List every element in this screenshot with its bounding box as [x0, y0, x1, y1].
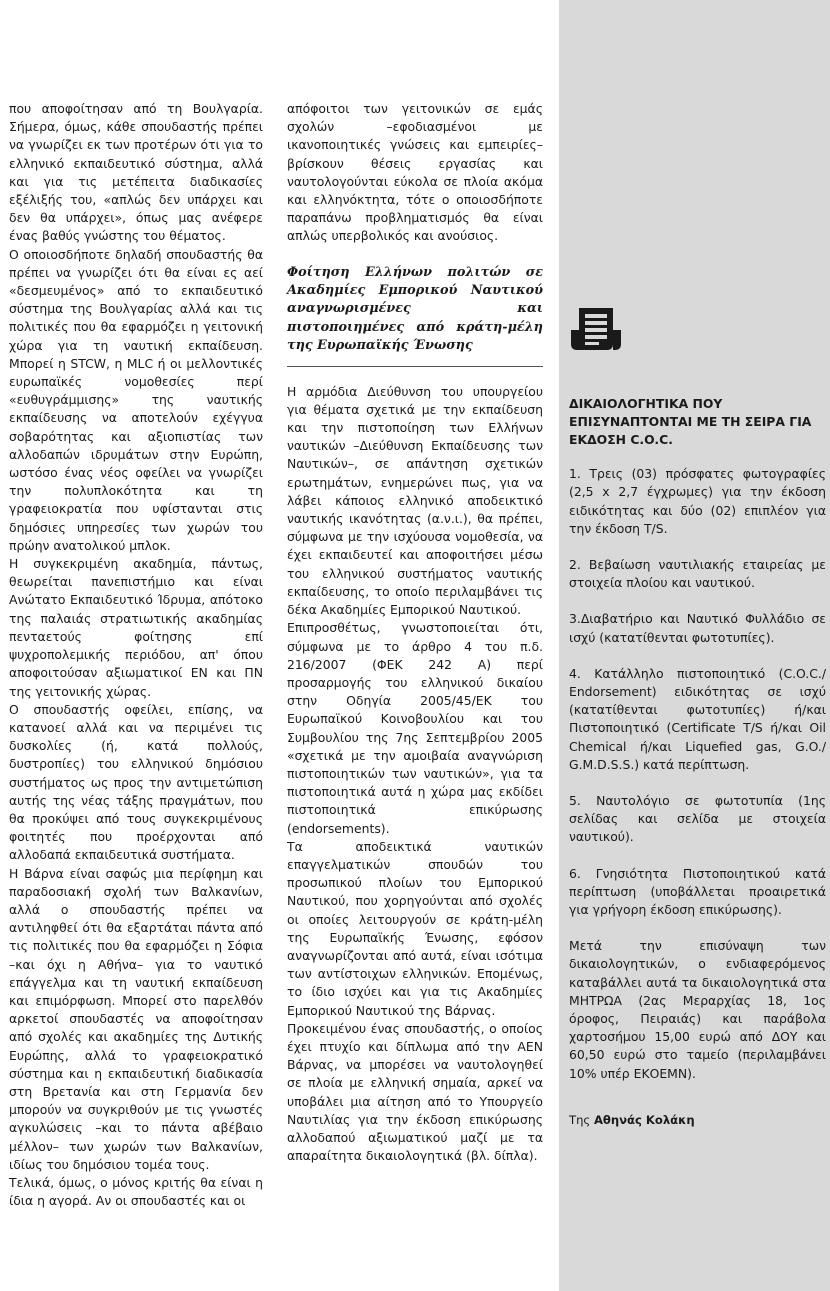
paragraph: Προκειμένου ένας σπουδαστής, ο οποίος έχει πτυχίο και δίπλωμα από την ΑΕΝ Βάρνας, να μπορέσει να ναυτολογηθεί σε πλοία με ελληνική σημαία, αρκεί να υποβάλει μια αίτηση από το Υπουργείο Ναυτιλίας για την έκδοση επικύρωσης αλλοδαπού αξιωματικού μαζί με τα απαραίτητα δικαιολογητικά (βλ. δίπλα). — [287, 1020, 543, 1164]
author-prefix: Της — [569, 1112, 591, 1127]
author-name: Αθηνάς Κολάκη — [593, 1112, 695, 1127]
sidebar-title: ΔΙΚΑΙΟΛΟΓΗΤΙΚΑ ΠΟΥ ΕΠΙΣΥΝΑΠΤΟΝΤΑΙ ΜΕ ΤΗ ΣΕΙΡΑ ΓΙΑ ΕΚΔΟΣΗ C.O.C. — [569, 396, 812, 448]
paragraph: Ο σπουδαστής οφείλει, επίσης, να κατανοεί αλλά και να περιμένει τις δυσκολίες (ή, κατά πολλούς, δυστροπίες) του ελληνικού δημόσιου συστήματος ως προς την αντιμετώπιση αυτής της νέας τάξης πραγμάτων, που θα προκύψει από τους συγκεκριμένους φοιτητές που προέρχονται από αλλοδαπά εκπαιδευτικά συστήματα. — [9, 701, 263, 863]
paragraph: Η συγκεκριμένη ακαδημία, πάντως, θεωρείται πανεπιστήμιο και είναι Ανώτατο Εκπαιδευτικό Ίδρυμα, απότοκο της παλαιάς στρατιωτικής ακαδημίας πενταετούς φοίτησης επί ψυχροπολεμικής περιόδου, απ' όπου αποφοιτούσαν αξιωματικοί ΕΝ και ΠΝ της γειτονικής χώρας. — [9, 556, 263, 699]
article-column-2 — [287, 100, 543, 1165]
paragraph: Τελικά, όμως, ο μόνος κριτής θα είναι η ίδια η αγορά. Αν οι σπουδαστές και οι — [9, 1174, 263, 1209]
article-column-1 — [9, 100, 263, 1210]
paragraph: Ο οποιοσδήποτε δηλαδή σπουδαστής θα πρέπει να γνωρίζει ότι θα είναι ες αεί «δεσμευμένος» από το εκπαιδευτικό σύστημα της Βουλγαρίας αλλά και τις πολιτικές που θα εφαρμόζει η γειτονική χώρα για τη ναυτική εκπαίδευση. Μπορεί η STCW, η MLC ή οι μελλοντικές ευρωπαϊκές νομοθεσίες περί «ευθυγράμμισης» της ναυτικής εκπαίδευσης να αποτελούν εχέγγυα σοβαρότητας και αξιοπιστίας των αλλοδαπών ιδρυμάτων στην Ευρώπη, ωστόσο ένας νέος οφείλει να γνωρίζει την πολυπλοκότητα και τη γραφειοκρατία που υφίστανται στις δημόσιες υπηρεσίες των χωρών του πρώην ανατολικού μπλοκ. — [9, 246, 263, 553]
paragraph: Επιπροσθέτως, γνωστοποιείται ότι, σύμφωνα με το άρθρο 4 του π.δ. 216/2007 (ΦΕΚ 242 Α) περί προσαρμογής του ελληνικού δικαίου στην Οδηγία 2005/45/ΕΚ του Ευρωπαϊκού Κοινοβουλίου και του Συμβουλίου της 7ης Σεπτεμβρίου 2005 «σχετικά με την αμοιβαία αναγνώριση πιστοποιητικών των ναυτικών», για τα πιστοποιητικά αυτά η χώρα μας εκδίδει πιστοποιητικά επικύρωσης (endorsements). — [287, 620, 543, 836]
author-byline — [569, 1111, 826, 1129]
list-item: 4. Κατάλληλο πιστοποιητικό (C.O.C./ Endorsement) ειδικότητας σε ισχύ (κατατίθενται φωτοτυπίες) ή/και Πιστοποιητικό (Certificate T/S ή/και Oil Chemical ή/και Liquefied gas, G.O./ G.M.D.S.S.) κατά περίπτωση. — [569, 665, 826, 772]
list-item: 1. Τρεις (03) πρόσφατες φωτογραφίες (2,5 x 2,7 έγχρωμες) για την έκδοση ειδικότητας και δύο (02) επιπλέον για την έκδοση T/S. — [569, 466, 826, 536]
list-item: 5. Ναυτολόγιο σε φωτοτυπία (1ης σελίδας και σελίδα με στοιχεία ναυτικού). — [569, 793, 826, 845]
paragraph: Η αρμόδια Διεύθυνση του υπουργείου για θέματα σχετικά με την εκπαίδευση και την πιστοποίηση των Ελλήνων ναυτικών –Διεύθυνση Εκπαίδευσης των Ναυτικών–, σε απάντηση σχετικών ερωτημάτων, ενημερώνει πως, για να λάβει κάποιος ελληνικό αποδεικτικό ναυτικής ικανότητας (α.ν.ι.), θα πρέπει, σύμφωνα με την ισχύουσα νομοθεσία, να έχει εκπαιδευτεί και αποφοιτήσει μέσω του ελληνικού συστήματος ναυτικής εκπαίδευσης, το οποίο περιλαμβάνει τις δέκα Ακαδημίες Εμπορικού Ναυτικού. — [287, 383, 543, 618]
list-item: 6. Γνησιότητα Πιστοποιητικού κατά περίπτωση (υποβάλλεται προαιρετικά για γρήγορη έκδοση επικύρωσης). — [569, 865, 826, 918]
paragraph: απόφοιτοι των γειτονικών σε εμάς σχολών –εφοδιασμένοι με ικανοποιητικές γνώσεις και εμπειρίες– βρίσκουν θέσεις εργασίας και ναυτολογούνται εύκολα σε πλοία ακόμα και ελληνόκτητα, τότε ο οποιοσδήποτε παραπάνω προβληματισμός θα είναι απλώς υπερβολικός και ανούσιος. — [287, 101, 543, 244]
document-icon — [569, 300, 627, 358]
paragraph: που αποφοίτησαν από τη Βουλγαρία. Σήμερα, όμως, κάθε σπουδαστής πρέπει να γνωρίζει εκ των προτέρων ότι για το ελληνικό εκπαιδευτικό σύστημα, αλλά και για τις μετέπειτα διαδικασίες εξέλιξής του, «απλώς δεν υπάρχει και δεν θα υπάρχει», όπως μας ανέφερε ένας βαθύς γνώστης του θέματος. — [9, 101, 263, 244]
paragraph: Τα αποδεικτικά ναυτικών επαγγελματικών σπουδών του προσωπικού πλοίων του Εμπορικού Ναυτικού, που χορηγούνται από σχολές οι οποίες λειτουργούν σε κράτη-μέλη της Ευρωπαϊκής Ένωσης, εφόσον αναγνωρίζονται από αυτά, είναι ισότιμα των αντίστοιχων ελληνικών. Επομένως, το ίδιο ισχύει και για τις Ακαδημίες Εμπορικού Ναυτικού της Βάρνας. — [287, 838, 543, 1018]
section-heading: Φοίτηση Ελλήνων πολιτών σε Ακαδημίες Εμπορικού Ναυτικού αναγνωρισμένες και πιστοποιημένες από κράτη-μέλη της Ευρωπαϊκής Ένωσης — [287, 264, 543, 367]
paragraph: Η Βάρνα είναι σαφώς μια περίφημη και παραδοσιακή σχολή των Βαλκανίων, αλλά ο σπουδαστής πρέπει να αντιληφθεί ότι θα εξαρτάται πάντα από τις πολιτικές που θα εφαρμόζει η Σόφια –και όχι η Αθήνα– για το ναυτικό επάγγελμα και τη ναυτική εκπαίδευση και επιμόρφωση. Μπορεί στο παρελθόν αρκετοί σπουδαστές να αποφοίτησαν από σχολές και ακαδημίες της Δυτικής Ευρώπης, αλλά το γραφειοκρατικό σύστημα και η εκπαιδευτική διαδικασία στη Βρετανία και στη Γερμανία δεν μπορούν να συγκριθούν με τις γνωστές αγκυλώσεις –και το πάντα αβέβαιο μέλλον– των χωρών των Βαλκανίων, ιδίως του δημόσιου τομέα τους. — [9, 865, 263, 1172]
list-item: 2. Βεβαίωση ναυτιλιακής εταιρείας με στοιχεία πλοίου και ναυτικού. — [569, 557, 826, 591]
list-item: Μετά την επισύναψη των δικαιολογητικών, ο ενδιαφερόμενος καταβάλλει αυτά τα δικαιολογητικά στα ΜΗΤΡΩΑ (2ας Μεραρχίας 18, 1ος όροφος, Πειραιάς) και παράβολα χαρτοσήμου 15,00 ευρώ από ΔΟΥ και 60,50 ευρώ στο ταμείο (περιλαμβάνει 10% υπέρ ΕΚΟΕΜΝ). — [569, 938, 826, 1081]
list-item: 3.Διαβατήριο και Ναυτικό Φυλλάδιο σε ισχύ (κατατίθενται φωτοτυπίες). — [569, 611, 826, 645]
sidebar-box — [559, 0, 830, 1291]
